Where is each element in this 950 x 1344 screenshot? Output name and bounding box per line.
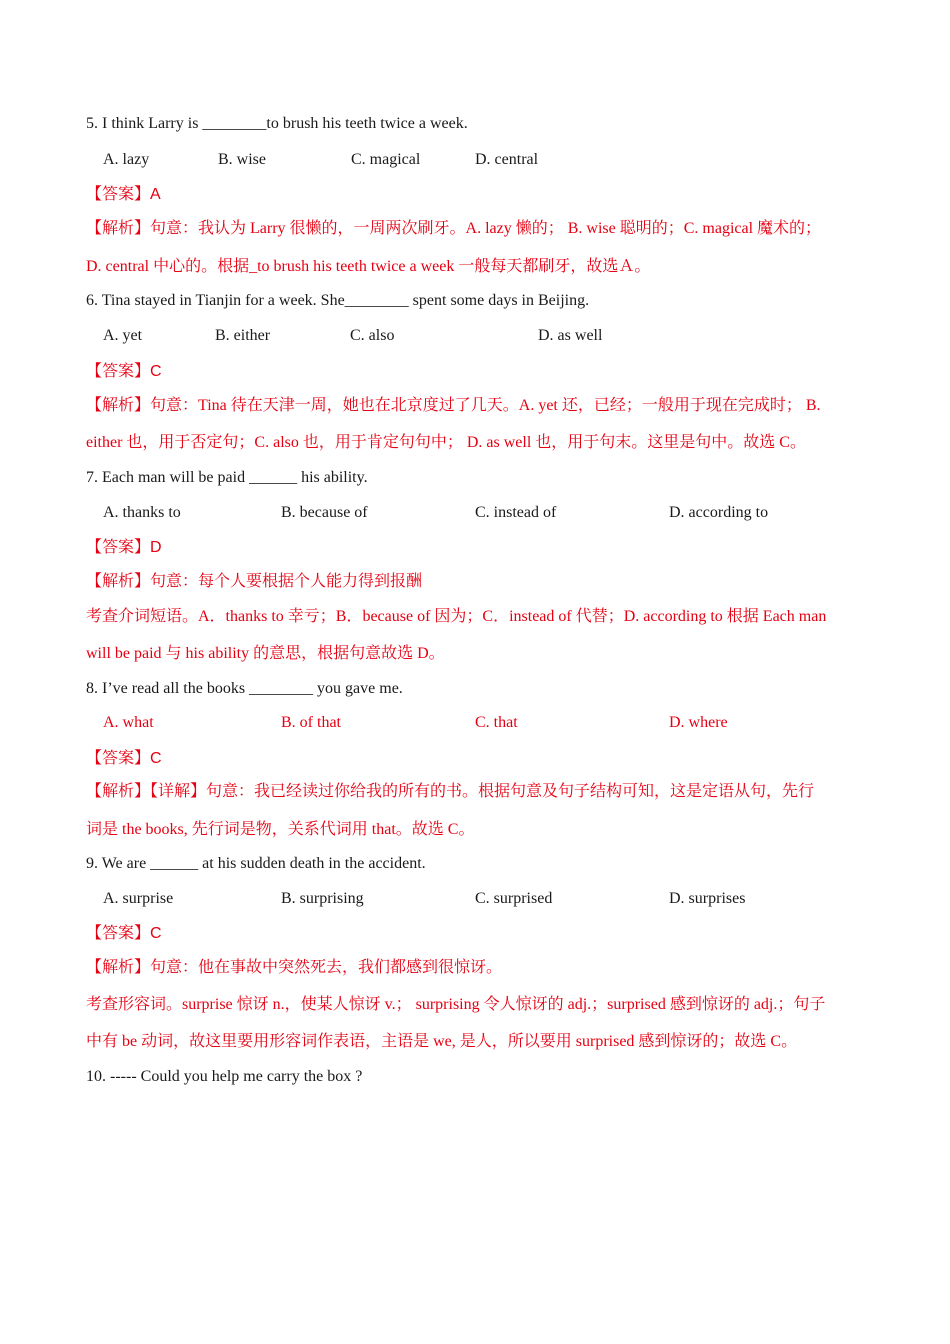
q5-explanation-line-2: D. central 中心的。根据_to brush his teeth twice a week 一般每天都刷牙，故选Ａ。 (86, 258, 651, 275)
q9-explanation-line-3: 中有 be 动词，故这里要用形容词作表语，主语是 we, 是人，所以要用 surprised 感到惊讶的；故选 C。 (86, 1033, 798, 1050)
question-8-stem: 8. I’ve read all the books ________ you gave me. (86, 680, 403, 697)
q6-option-b: B. either (215, 327, 271, 344)
q8-explanation-line-2: 词是 the books, 先行词是物，关系代词用 that。故选 C。 (86, 821, 475, 838)
q9-option-a: A. surprise (103, 890, 174, 907)
answer-tag: 【答案】 (86, 748, 151, 767)
q9-option-c: C. surprised (475, 890, 553, 907)
q5-option-a: A. lazy (103, 151, 150, 168)
q7-explanation-line-1: 【解析】句意：每个人要根据个人能力得到报酬 (86, 573, 423, 590)
q9-explanation-line-1: 【解析】句意：他在事故中突然死去，我们都感到很惊讶。 (86, 959, 503, 976)
q9-answer (86, 923, 162, 944)
answer-tag: 【答案】 (86, 537, 151, 556)
answer-value: D (150, 539, 162, 556)
q6-option-a: A. yet (103, 327, 143, 344)
q9-option-b: B. surprising (281, 890, 364, 907)
q8-option-b: B. of that (281, 714, 341, 731)
answer-value: C (150, 363, 162, 380)
question-7-stem: 7. Each man will be paid ______ his ability. (86, 469, 368, 486)
q7-option-a: A. thanks to (103, 504, 181, 521)
question-9-stem: 9. We are ______ at his sudden death in the accident. (86, 855, 426, 872)
q7-option-c: C. instead of (475, 504, 557, 521)
q7-option-b: B. because of (281, 504, 368, 521)
q7-option-d: D. according to (669, 504, 769, 521)
answer-tag: 【答案】 (86, 923, 151, 942)
q9-option-d: D. surprises (669, 890, 746, 907)
q5-answer (86, 184, 161, 205)
question-5-stem: 5. I think Larry is ________to brush his teeth twice a week. (86, 115, 468, 132)
question-10-stem: 10. ----- Could you help me carry the box ? (86, 1068, 363, 1085)
answer-tag: 【答案】 (86, 184, 151, 203)
answer-value: C (150, 925, 162, 942)
answer-tag: 【答案】 (86, 361, 151, 380)
answer-value: C (150, 750, 162, 767)
question-6-stem: 6. Tina stayed in Tianjin for a week. She________ spent some days in Beijing. (86, 292, 590, 309)
q7-explanation-line-2: 考查介词短语。A．thanks to 幸亏；B．because of 因为；C．instead of 代替；D. according to 根据 Each man (86, 608, 827, 625)
q8-option-c: C. that (475, 714, 518, 731)
q6-explanation-line-1: 【解析】句意：Tina 待在天津一周，她也在北京度过了几天。A. yet 还，已经；一般用于现在完成时； B. (86, 397, 821, 414)
q6-option-c: C. also (350, 327, 395, 344)
q8-answer (86, 748, 162, 769)
q7-answer (86, 537, 162, 558)
q8-option-a: A. what (103, 714, 154, 731)
q5-option-d: D. central (475, 151, 539, 168)
answer-value: A (150, 186, 161, 203)
q6-answer (86, 361, 162, 382)
q8-option-d: D. where (669, 714, 728, 731)
q9-explanation-line-2: 考查形容词。surprise 惊讶 n.，使某人惊讶 v.； surprising 令人惊讶的 adj.；surprised 感到惊讶的 adj.；句子 (86, 996, 826, 1013)
q6-explanation-line-2: either 也，用于否定句；C. also 也，用于肯定句句中； D. as well 也，用于句末。这里是句中。故选 C。 (86, 434, 806, 451)
q6-option-d: D. as well (538, 327, 603, 344)
q7-explanation-line-3: will be paid 与 his ability 的意思，根据句意故选 D。 (86, 645, 445, 662)
q5-explanation-line-1: 【解析】句意：我认为 Larry 很懒的，一周两次刷牙。A. lazy 懒的； B. wise 聪明的；C. magical 魔术的； (86, 220, 822, 237)
q5-option-c: C. magical (351, 151, 421, 168)
q5-option-b: B. wise (218, 151, 266, 168)
q8-explanation-line-1: 【解析】【详解】句意：我已经读过你给我的所有的书。根据句意及句子结构可知，这是定语从句，先行 (86, 783, 815, 800)
